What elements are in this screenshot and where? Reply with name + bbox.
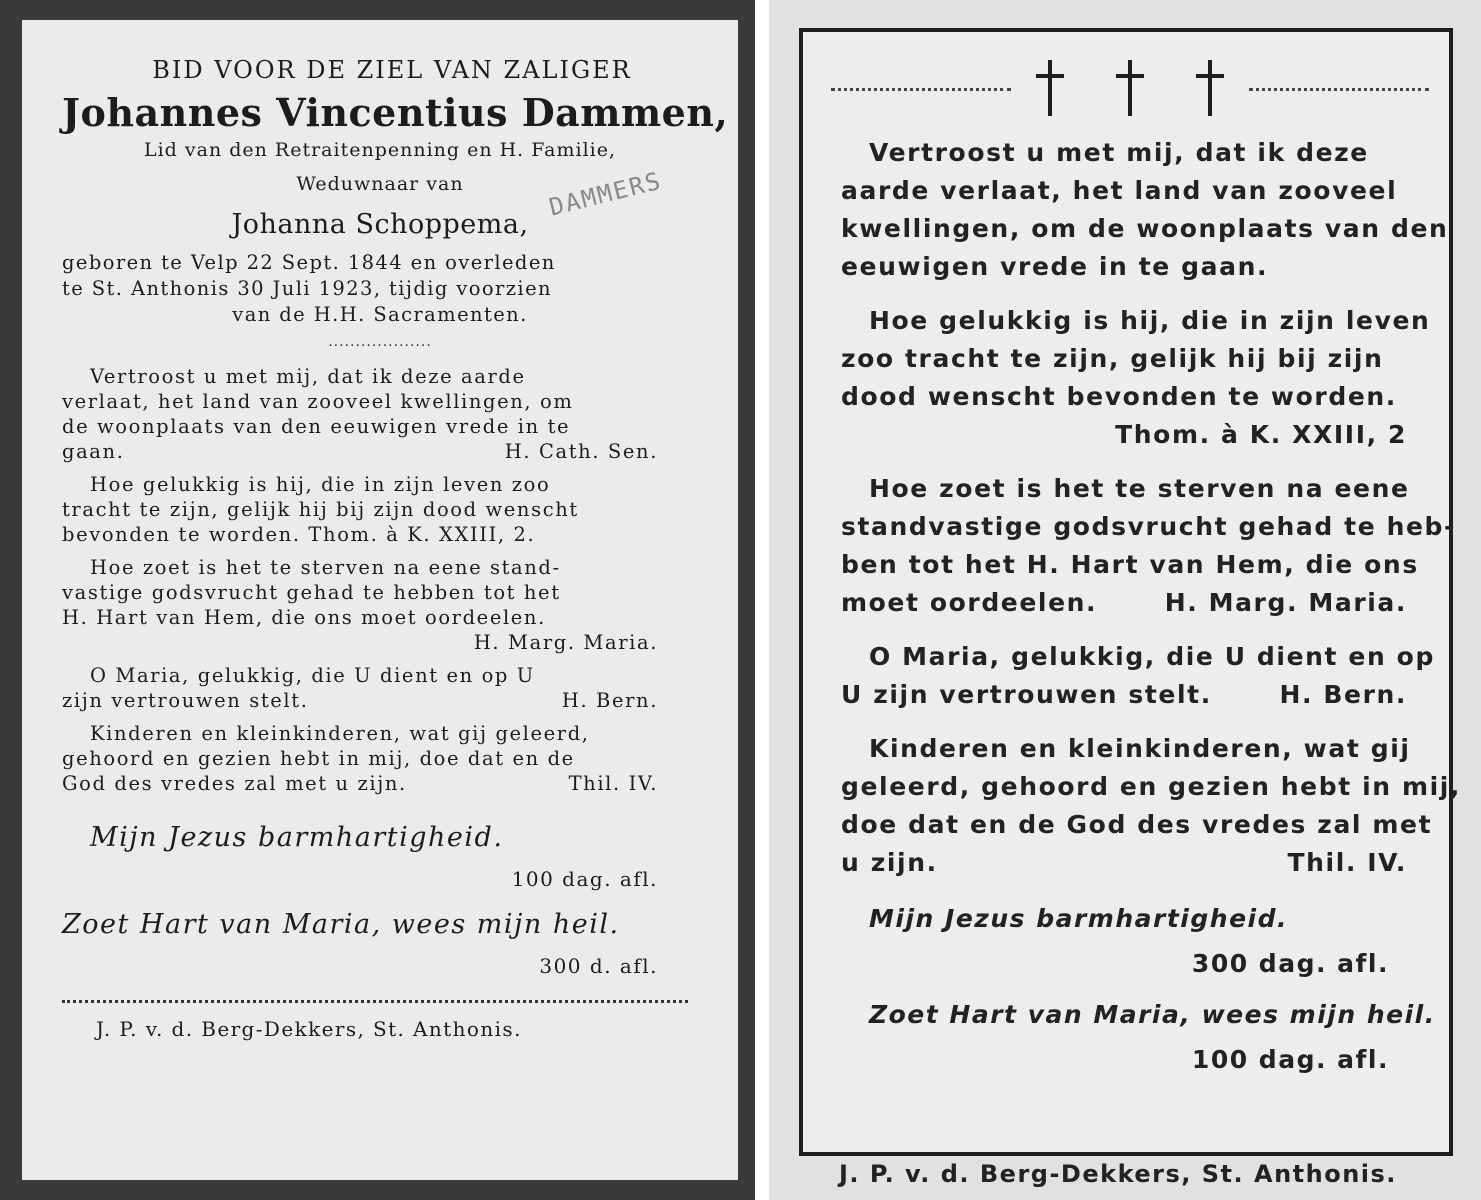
verse-paragraph: [841, 638, 1435, 714]
dotted-rule: [831, 88, 1011, 91]
verses-block: [62, 364, 698, 796]
bio-line: te St. Anthonis 30 Juli 1923, tijdig voorzien: [62, 277, 552, 300]
handwritten-annotation: DAMMERS: [546, 166, 665, 222]
separator: ...................: [328, 334, 432, 350]
verse-line: gehoord en gezien hebt in mij, doe dat en de: [62, 747, 575, 770]
verse-source: Thil. IV.: [1287, 848, 1407, 877]
verse-line: zijn vertrouwen stelt.: [62, 689, 309, 712]
verse-line: aarde verlaat, het land van zooveel: [841, 176, 1398, 205]
verse-line: standvastige godsvrucht gehad te heb-: [841, 512, 1457, 541]
prayer-2: Zoet Hart van Maria, wees mijn heil.: [869, 1000, 1436, 1029]
prayer-1: Mijn Jezus barmhartigheid.: [869, 904, 1288, 933]
image-divider: [755, 0, 769, 1200]
cross-icon: [1190, 58, 1230, 118]
verse-paragraph: [841, 302, 1431, 454]
verse-paragraph: [841, 470, 1457, 622]
printer-line: J. P. v. d. Berg-Dekkers, St. Anthonis.: [839, 1160, 1397, 1188]
spouse-name: Johanna Schoppema,: [231, 209, 529, 240]
dotted-rule: [1249, 88, 1429, 91]
verse-line: moet oordeelen.: [841, 588, 1098, 617]
verse-paragraph: [62, 472, 698, 547]
indulgence-1: 100 dag. afl.: [511, 867, 658, 891]
verse-source: H. Bern.: [1279, 680, 1407, 709]
verse-line: kwellingen, om de woonplaats van den: [841, 214, 1449, 243]
verse-line: dood wenscht bevonden te worden.: [841, 382, 1397, 411]
card-header: BID VOOR DE ZIEL VAN ZALIGER: [152, 56, 632, 84]
verse-paragraph: [841, 730, 1462, 882]
cross-icon: [1030, 58, 1070, 118]
verses-block: [841, 134, 1462, 882]
verse-line: gaan.: [62, 440, 125, 463]
bio-line: geboren te Velp 22 Sept. 1844 en overleden: [62, 251, 556, 274]
deceased-name: Johannes Vincentius Dammen,: [62, 90, 729, 135]
verse-line: H. Hart van Hem, die ons moet oordeelen.: [62, 606, 546, 629]
crosses-row: [841, 58, 1419, 124]
verse-line: U zijn vertrouwen stelt.: [841, 680, 1212, 709]
verse-line: vastige godsvrucht gehad te hebben tot het: [62, 581, 561, 604]
right-memorial-card: [799, 28, 1462, 1156]
cross-icon: [1110, 58, 1150, 118]
verse-line: ben tot het H. Hart van Hem, die ons: [841, 550, 1419, 579]
verse-source: H. Cath. Sen.: [504, 440, 658, 463]
right-card-frame: [769, 0, 1481, 1200]
verse-paragraph: [62, 663, 698, 713]
verse-line: Hoe zoet is het te sterven na eene: [869, 474, 1410, 503]
verse-paragraph: [62, 721, 698, 796]
verse-line: u zijn.: [841, 848, 938, 877]
verse-line: eeuwigen vrede in te gaan.: [841, 252, 1269, 281]
verse-line: bevonden te worden. Thom. à K. XXIII, 2.: [62, 523, 536, 546]
verse-line: Vertroost u met mij, dat ik deze aarde: [90, 365, 526, 388]
indulgence-2: 300 d. afl.: [539, 954, 658, 978]
indulgence-1: 300 dag. afl.: [1191, 949, 1389, 978]
verse-line: Kinderen en kleinkinderen, wat gij: [869, 734, 1411, 763]
verse-source: H. Bern.: [561, 689, 658, 712]
bio-line: van de H.H. Sacramenten.: [232, 303, 528, 326]
verse-line: O Maria, gelukkig, die U dient en op U: [90, 664, 535, 687]
prayer-2: Zoet Hart van Maria, wees mijn heil.: [62, 909, 620, 940]
verse-source: H. Marg. Maria.: [473, 631, 658, 654]
verse-paragraph: [841, 134, 1449, 286]
prayer-1: Mijn Jezus barmhartigheid.: [90, 822, 504, 853]
verse-line: Hoe zoet is het te sterven na eene stand-: [90, 556, 561, 579]
printer-line: J. P. v. d. Berg-Dekkers, St. Anthonis.: [96, 1017, 522, 1041]
widower-label: Weduwnaar van: [296, 173, 464, 195]
verse-line: God des vredes zal met u zijn.: [62, 772, 407, 795]
membership-line: Lid van den Retraitenpenning en H. Familie,: [143, 139, 617, 161]
indulgence-2: 100 dag. afl.: [1191, 1045, 1389, 1074]
verse-line: verlaat, het land van zooveel kwellingen, om: [62, 390, 574, 413]
verse-line: Vertroost u met mij, dat ik deze: [869, 138, 1369, 167]
verse-paragraph: [62, 555, 698, 655]
verse-line: Hoe gelukkig is hij, die in zijn leven zoo: [90, 473, 551, 496]
verse-source: H. Marg. Maria.: [1164, 588, 1407, 617]
verse-source: Thom. à K. XXIII, 2: [1115, 420, 1407, 449]
verse-line: zoo tracht te zijn, gelijk hij bij zijn: [841, 344, 1384, 373]
verse-line: geleerd, gehoord en gezien hebt in mij,: [841, 772, 1462, 801]
verse-line: Hoe gelukkig is hij, die in zijn leven: [869, 306, 1431, 335]
dotted-rule: [62, 1000, 688, 1003]
bio-block: [62, 250, 698, 328]
verse-line: de woonplaats van den eeuwigen vrede in te: [62, 415, 571, 438]
verse-line: tracht te zijn, gelijk hij bij zijn dood wenscht: [62, 498, 579, 521]
verse-line: doe dat en de God des vredes zal met: [841, 810, 1433, 839]
verse-line: O Maria, gelukkig, die U dient en op: [869, 642, 1435, 671]
verse-source: Thil. IV.: [568, 772, 658, 795]
verse-line: Kinderen en kleinkinderen, wat gij geleerd,: [90, 722, 590, 745]
verse-paragraph: [62, 364, 698, 464]
